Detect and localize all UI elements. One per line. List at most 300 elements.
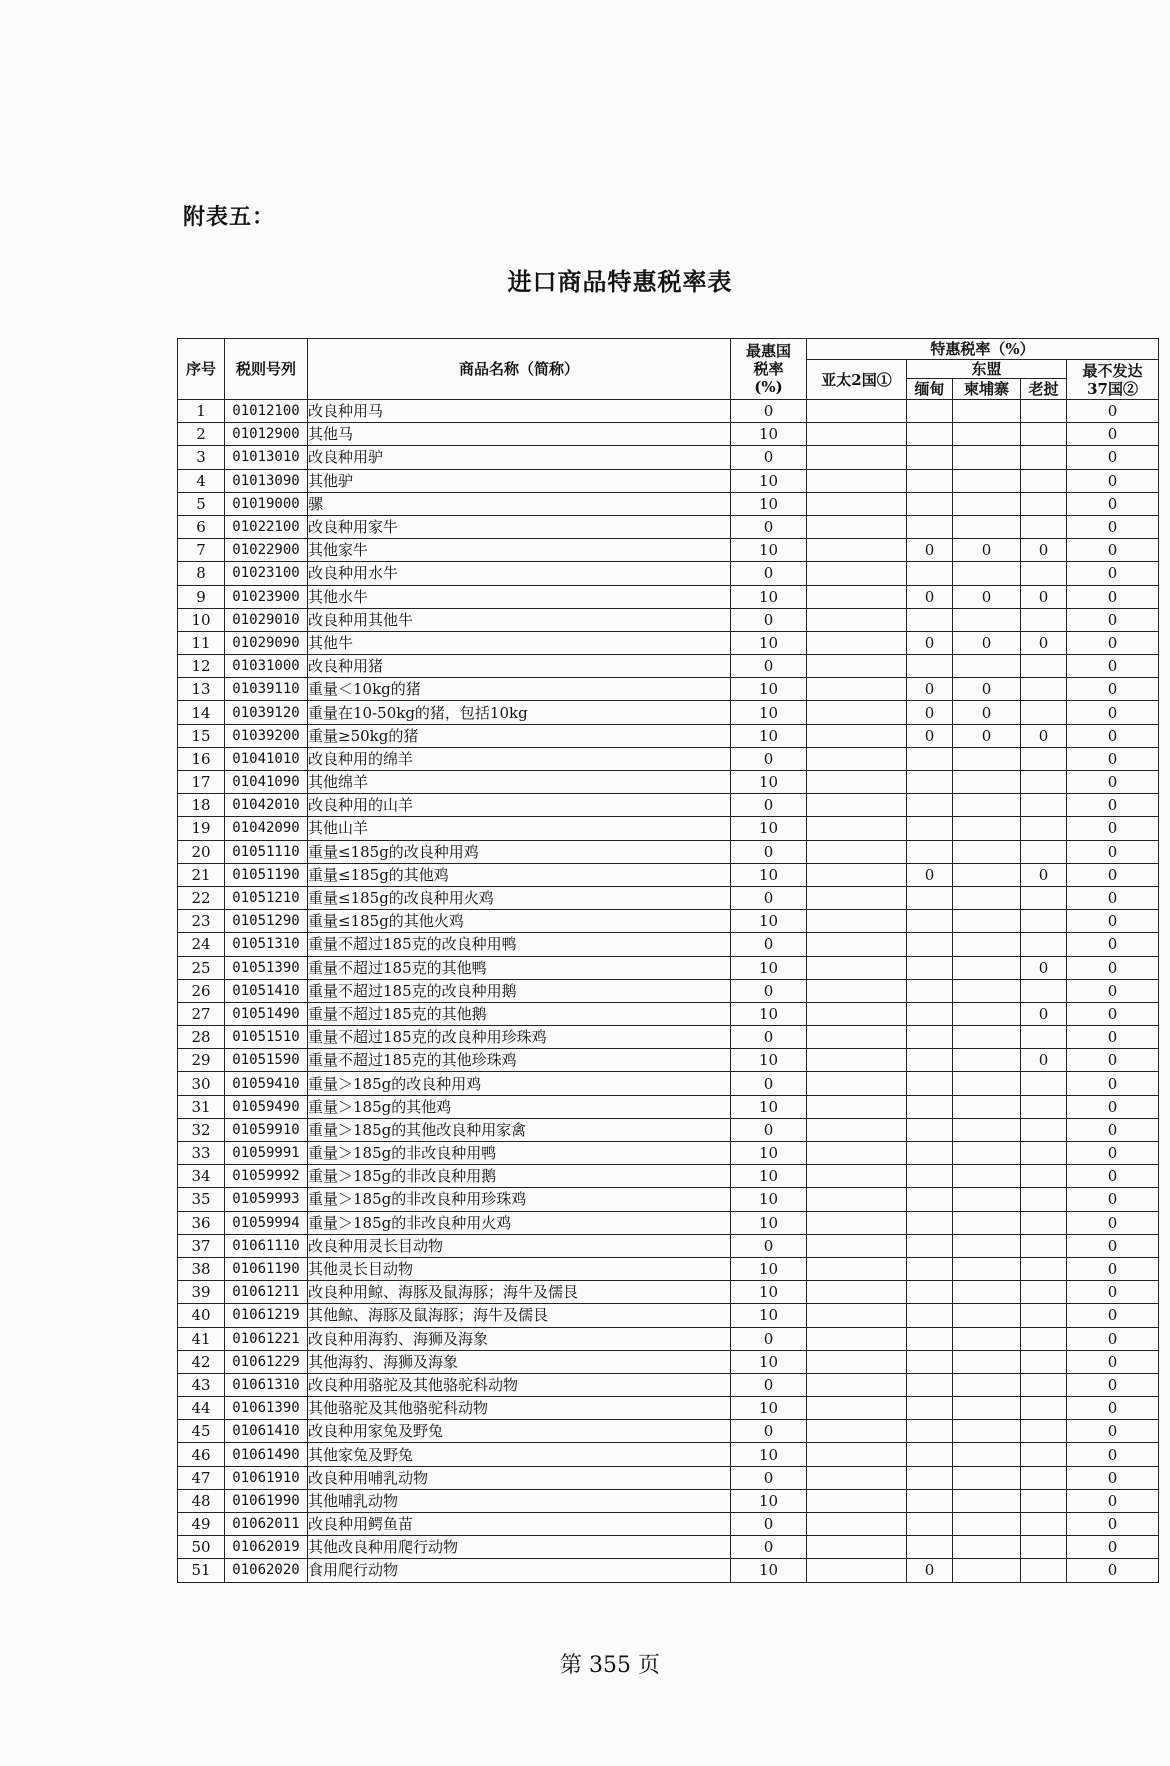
cell-apta-rate bbox=[807, 886, 907, 909]
cell-code: 01022900 bbox=[225, 539, 308, 562]
cell-myanmar-rate bbox=[907, 910, 953, 933]
cell-seq: 6 bbox=[178, 515, 225, 538]
cell-laos-rate bbox=[1021, 979, 1067, 1002]
cell-code: 01059910 bbox=[225, 1118, 308, 1141]
page-number: 第 355 页 bbox=[560, 1653, 660, 1678]
cell-myanmar-rate: 0 bbox=[907, 539, 953, 562]
cell-ldc-rate: 0 bbox=[1067, 1049, 1159, 1072]
cell-apta-rate bbox=[807, 631, 907, 654]
cell-mfn-rate: 0 bbox=[731, 933, 807, 956]
cell-ldc-rate: 0 bbox=[1067, 1536, 1159, 1559]
cell-apta-rate bbox=[807, 1118, 907, 1141]
cell-name: 重量＜10kg的猪 bbox=[308, 678, 731, 701]
cell-ldc-rate: 0 bbox=[1067, 1095, 1159, 1118]
cell-code: 01059991 bbox=[225, 1142, 308, 1165]
cell-name: 其他家兔及野兔 bbox=[308, 1443, 731, 1466]
cell-seq: 7 bbox=[178, 539, 225, 562]
cell-cambodia-rate: 0 bbox=[953, 585, 1021, 608]
document-title: 进口商品特惠税率表 bbox=[507, 267, 733, 296]
cell-myanmar-rate bbox=[907, 423, 953, 446]
table-row bbox=[178, 1211, 1159, 1234]
cell-ldc-rate: 0 bbox=[1067, 515, 1159, 538]
table-row bbox=[178, 400, 1159, 423]
cell-seq: 32 bbox=[178, 1118, 225, 1141]
cell-ldc-rate: 0 bbox=[1067, 886, 1159, 909]
cell-myanmar-rate bbox=[907, 747, 953, 770]
cell-seq: 23 bbox=[178, 910, 225, 933]
cell-name: 其他驴 bbox=[308, 469, 731, 492]
cell-cambodia-rate bbox=[953, 886, 1021, 909]
cell-ldc-rate: 0 bbox=[1067, 1072, 1159, 1095]
cell-name: 重量＞185g的其他鸡 bbox=[308, 1095, 731, 1118]
cell-code: 01061390 bbox=[225, 1397, 308, 1420]
cell-cambodia-rate bbox=[953, 979, 1021, 1002]
table-row bbox=[178, 1281, 1159, 1304]
cell-seq: 9 bbox=[178, 585, 225, 608]
cell-code: 01051390 bbox=[225, 956, 308, 979]
table-row bbox=[178, 608, 1159, 631]
cell-mfn-rate: 0 bbox=[731, 1420, 807, 1443]
cell-laos-rate bbox=[1021, 771, 1067, 794]
cell-myanmar-rate bbox=[907, 469, 953, 492]
cell-laos-rate bbox=[1021, 1188, 1067, 1211]
cell-code: 01013090 bbox=[225, 469, 308, 492]
table-row bbox=[178, 863, 1159, 886]
cell-seq: 24 bbox=[178, 933, 225, 956]
cell-apta-rate bbox=[807, 1188, 907, 1211]
cell-name: 重量不超过185克的其他鹅 bbox=[308, 1002, 731, 1025]
cell-code: 01051210 bbox=[225, 886, 308, 909]
cell-apta-rate bbox=[807, 1489, 907, 1512]
cell-mfn-rate: 0 bbox=[731, 1373, 807, 1396]
cell-laos-rate bbox=[1021, 1327, 1067, 1350]
cell-name: 重量≤185g的改良种用火鸡 bbox=[308, 886, 731, 909]
header-laos: 老挝 bbox=[1021, 379, 1067, 400]
header-preferential-rate: 特惠税率（%） bbox=[807, 339, 1159, 360]
table-row bbox=[178, 701, 1159, 724]
cell-myanmar-rate: 0 bbox=[907, 678, 953, 701]
cell-seq: 1 bbox=[178, 400, 225, 423]
cell-apta-rate bbox=[807, 562, 907, 585]
cell-seq: 2 bbox=[178, 423, 225, 446]
cell-myanmar-rate bbox=[907, 1373, 953, 1396]
cell-myanmar-rate bbox=[907, 655, 953, 678]
cell-code: 01013010 bbox=[225, 446, 308, 469]
cell-cambodia-rate bbox=[953, 863, 1021, 886]
header-mfn-line3: (%) bbox=[754, 378, 783, 396]
cell-ldc-rate: 0 bbox=[1067, 956, 1159, 979]
cell-code: 01061211 bbox=[225, 1281, 308, 1304]
cell-code: 01041090 bbox=[225, 771, 308, 794]
cell-apta-rate bbox=[807, 747, 907, 770]
cell-code: 01041010 bbox=[225, 747, 308, 770]
cell-laos-rate bbox=[1021, 910, 1067, 933]
cell-apta-rate bbox=[807, 608, 907, 631]
cell-name: 改良种用水牛 bbox=[308, 562, 731, 585]
table-row bbox=[178, 1026, 1159, 1049]
cell-apta-rate bbox=[807, 469, 907, 492]
cell-code: 01023900 bbox=[225, 585, 308, 608]
cell-laos-rate bbox=[1021, 933, 1067, 956]
cell-laos-rate bbox=[1021, 1536, 1067, 1559]
cell-seq: 14 bbox=[178, 701, 225, 724]
cell-name: 其他哺乳动物 bbox=[308, 1489, 731, 1512]
cell-seq: 21 bbox=[178, 863, 225, 886]
cell-seq: 27 bbox=[178, 1002, 225, 1025]
table-row bbox=[178, 1489, 1159, 1512]
cell-laos-rate bbox=[1021, 1559, 1067, 1582]
cell-seq: 47 bbox=[178, 1466, 225, 1489]
cell-mfn-rate: 0 bbox=[731, 1513, 807, 1536]
cell-ldc-rate: 0 bbox=[1067, 701, 1159, 724]
cell-code: 01061219 bbox=[225, 1304, 308, 1327]
cell-seq: 4 bbox=[178, 469, 225, 492]
cell-cambodia-rate bbox=[953, 1466, 1021, 1489]
cell-cambodia-rate bbox=[953, 1257, 1021, 1280]
cell-apta-rate bbox=[807, 1281, 907, 1304]
cell-code: 01012100 bbox=[225, 400, 308, 423]
cell-myanmar-rate bbox=[907, 1188, 953, 1211]
cell-name: 其他马 bbox=[308, 423, 731, 446]
cell-laos-rate bbox=[1021, 701, 1067, 724]
table-row bbox=[178, 1002, 1159, 1025]
cell-myanmar-rate bbox=[907, 886, 953, 909]
cell-cambodia-rate: 0 bbox=[953, 701, 1021, 724]
cell-myanmar-rate: 0 bbox=[907, 1559, 953, 1582]
cell-name: 重量＞185g的其他改良种用家禽 bbox=[308, 1118, 731, 1141]
cell-mfn-rate: 0 bbox=[731, 979, 807, 1002]
header-mfn-rate bbox=[731, 339, 807, 400]
cell-mfn-rate: 10 bbox=[731, 1095, 807, 1118]
cell-mfn-rate: 0 bbox=[731, 1466, 807, 1489]
table-row bbox=[178, 631, 1159, 654]
cell-code: 01023100 bbox=[225, 562, 308, 585]
cell-name: 改良种用家牛 bbox=[308, 515, 731, 538]
cell-name: 重量不超过185克的其他珍珠鸡 bbox=[308, 1049, 731, 1072]
table-row bbox=[178, 1327, 1159, 1350]
table-row bbox=[178, 469, 1159, 492]
cell-ldc-rate: 0 bbox=[1067, 655, 1159, 678]
cell-name: 改良种用的山羊 bbox=[308, 794, 731, 817]
cell-laos-rate bbox=[1021, 1211, 1067, 1234]
cell-code: 01059992 bbox=[225, 1165, 308, 1188]
cell-code: 01022100 bbox=[225, 515, 308, 538]
cell-mfn-rate: 0 bbox=[731, 515, 807, 538]
cell-apta-rate bbox=[807, 910, 907, 933]
cell-mfn-rate: 0 bbox=[731, 446, 807, 469]
cell-code: 01051490 bbox=[225, 1002, 308, 1025]
table-row bbox=[178, 585, 1159, 608]
cell-cambodia-rate bbox=[953, 1072, 1021, 1095]
cell-myanmar-rate bbox=[907, 446, 953, 469]
cell-ldc-rate: 0 bbox=[1067, 1420, 1159, 1443]
cell-myanmar-rate bbox=[907, 1397, 953, 1420]
cell-name: 重量≤185g的其他火鸡 bbox=[308, 910, 731, 933]
cell-seq: 22 bbox=[178, 886, 225, 909]
cell-apta-rate bbox=[807, 1350, 907, 1373]
cell-cambodia-rate bbox=[953, 1559, 1021, 1582]
cell-cambodia-rate bbox=[953, 446, 1021, 469]
cell-cambodia-rate bbox=[953, 1373, 1021, 1396]
cell-cambodia-rate bbox=[953, 1049, 1021, 1072]
cell-name: 重量≤185g的其他鸡 bbox=[308, 863, 731, 886]
table-row bbox=[178, 446, 1159, 469]
cell-seq: 42 bbox=[178, 1350, 225, 1373]
cell-name: 改良种用其他牛 bbox=[308, 608, 731, 631]
cell-cambodia-rate bbox=[953, 1536, 1021, 1559]
cell-name: 重量在10-50kg的猪，包括10kg bbox=[308, 701, 731, 724]
cell-ldc-rate: 0 bbox=[1067, 678, 1159, 701]
cell-cambodia-rate bbox=[953, 1026, 1021, 1049]
cell-laos-rate bbox=[1021, 1257, 1067, 1280]
cell-mfn-rate: 10 bbox=[731, 1489, 807, 1512]
cell-ldc-rate: 0 bbox=[1067, 724, 1159, 747]
table-row bbox=[178, 1536, 1159, 1559]
cell-cambodia-rate bbox=[953, 400, 1021, 423]
cell-code: 01029090 bbox=[225, 631, 308, 654]
cell-cambodia-rate bbox=[953, 1327, 1021, 1350]
cell-laos-rate bbox=[1021, 1420, 1067, 1443]
cell-laos-rate bbox=[1021, 747, 1067, 770]
cell-mfn-rate: 0 bbox=[731, 562, 807, 585]
cell-mfn-rate: 0 bbox=[731, 1536, 807, 1559]
cell-ldc-rate: 0 bbox=[1067, 585, 1159, 608]
cell-cambodia-rate bbox=[953, 515, 1021, 538]
cell-myanmar-rate bbox=[907, 817, 953, 840]
cell-code: 01039120 bbox=[225, 701, 308, 724]
cell-cambodia-rate bbox=[953, 1489, 1021, 1512]
table-row bbox=[178, 886, 1159, 909]
cell-apta-rate bbox=[807, 585, 907, 608]
cell-mfn-rate: 0 bbox=[731, 1072, 807, 1095]
cell-cambodia-rate bbox=[953, 817, 1021, 840]
table-row bbox=[178, 515, 1159, 538]
cell-laos-rate: 0 bbox=[1021, 724, 1067, 747]
header-apta: 亚太2国① bbox=[807, 360, 907, 400]
cell-apta-rate bbox=[807, 817, 907, 840]
table-row bbox=[178, 747, 1159, 770]
cell-apta-rate bbox=[807, 1049, 907, 1072]
cell-myanmar-rate: 0 bbox=[907, 863, 953, 886]
cell-mfn-rate: 0 bbox=[731, 400, 807, 423]
cell-myanmar-rate bbox=[907, 1211, 953, 1234]
cell-name: 其他山羊 bbox=[308, 817, 731, 840]
cell-name: 其他牛 bbox=[308, 631, 731, 654]
header-mfn-line2: 税率 bbox=[753, 360, 784, 378]
cell-laos-rate bbox=[1021, 655, 1067, 678]
cell-ldc-rate: 0 bbox=[1067, 631, 1159, 654]
cell-ldc-rate: 0 bbox=[1067, 1211, 1159, 1234]
cell-code: 01051410 bbox=[225, 979, 308, 1002]
table-row bbox=[178, 1373, 1159, 1396]
cell-seq: 39 bbox=[178, 1281, 225, 1304]
cell-mfn-rate: 10 bbox=[731, 1304, 807, 1327]
cell-cambodia-rate bbox=[953, 1234, 1021, 1257]
cell-mfn-rate: 0 bbox=[731, 794, 807, 817]
cell-name: 改良种用鲸、海豚及鼠海豚；海牛及儒艮 bbox=[308, 1281, 731, 1304]
cell-seq: 8 bbox=[178, 562, 225, 585]
cell-cambodia-rate bbox=[953, 771, 1021, 794]
header-ldc bbox=[1067, 360, 1159, 400]
table-row bbox=[178, 1234, 1159, 1257]
cell-mfn-rate: 10 bbox=[731, 423, 807, 446]
cell-apta-rate bbox=[807, 1002, 907, 1025]
cell-apta-rate bbox=[807, 1397, 907, 1420]
cell-ldc-rate: 0 bbox=[1067, 1559, 1159, 1582]
cell-laos-rate bbox=[1021, 1072, 1067, 1095]
cell-ldc-rate: 0 bbox=[1067, 1489, 1159, 1512]
cell-apta-rate bbox=[807, 1559, 907, 1582]
cell-seq: 15 bbox=[178, 724, 225, 747]
cell-apta-rate bbox=[807, 1443, 907, 1466]
cell-ldc-rate: 0 bbox=[1067, 1026, 1159, 1049]
cell-laos-rate bbox=[1021, 1304, 1067, 1327]
cell-apta-rate bbox=[807, 446, 907, 469]
cell-name: 重量＞185g的非改良种用火鸡 bbox=[308, 1211, 731, 1234]
cell-laos-rate bbox=[1021, 886, 1067, 909]
cell-code: 01061990 bbox=[225, 1489, 308, 1512]
table-row bbox=[178, 1118, 1159, 1141]
cell-code: 01051190 bbox=[225, 863, 308, 886]
cell-ldc-rate: 0 bbox=[1067, 771, 1159, 794]
cell-mfn-rate: 10 bbox=[731, 863, 807, 886]
cell-code: 01059993 bbox=[225, 1188, 308, 1211]
cell-cambodia-rate bbox=[953, 469, 1021, 492]
cell-myanmar-rate bbox=[907, 1142, 953, 1165]
table-row bbox=[178, 1513, 1159, 1536]
cell-cambodia-rate bbox=[953, 1304, 1021, 1327]
cell-cambodia-rate bbox=[953, 655, 1021, 678]
cell-apta-rate bbox=[807, 539, 907, 562]
cell-mfn-rate: 10 bbox=[731, 1049, 807, 1072]
cell-laos-rate bbox=[1021, 794, 1067, 817]
cell-code: 01059994 bbox=[225, 1211, 308, 1234]
cell-seq: 38 bbox=[178, 1257, 225, 1280]
cell-mfn-rate: 10 bbox=[731, 771, 807, 794]
cell-cambodia-rate bbox=[953, 1397, 1021, 1420]
cell-seq: 33 bbox=[178, 1142, 225, 1165]
cell-code: 01051290 bbox=[225, 910, 308, 933]
cell-laos-rate bbox=[1021, 1234, 1067, 1257]
table-row bbox=[178, 1095, 1159, 1118]
cell-seq: 51 bbox=[178, 1559, 225, 1582]
cell-code: 01051590 bbox=[225, 1049, 308, 1072]
cell-seq: 3 bbox=[178, 446, 225, 469]
cell-mfn-rate: 10 bbox=[731, 1443, 807, 1466]
table-row bbox=[178, 1188, 1159, 1211]
cell-apta-rate bbox=[807, 794, 907, 817]
cell-code: 01051310 bbox=[225, 933, 308, 956]
cell-myanmar-rate bbox=[907, 1489, 953, 1512]
cell-myanmar-rate bbox=[907, 933, 953, 956]
cell-mfn-rate: 10 bbox=[731, 724, 807, 747]
table-row bbox=[178, 724, 1159, 747]
cell-cambodia-rate bbox=[953, 933, 1021, 956]
cell-myanmar-rate: 0 bbox=[907, 585, 953, 608]
cell-apta-rate bbox=[807, 655, 907, 678]
cell-myanmar-rate bbox=[907, 1327, 953, 1350]
cell-seq: 18 bbox=[178, 794, 225, 817]
cell-seq: 30 bbox=[178, 1072, 225, 1095]
cell-apta-rate bbox=[807, 1095, 907, 1118]
cell-laos-rate: 0 bbox=[1021, 1002, 1067, 1025]
cell-mfn-rate: 10 bbox=[731, 956, 807, 979]
cell-myanmar-rate bbox=[907, 515, 953, 538]
cell-code: 01061410 bbox=[225, 1420, 308, 1443]
cell-apta-rate bbox=[807, 1211, 907, 1234]
table-row bbox=[178, 1466, 1159, 1489]
cell-mfn-rate: 0 bbox=[731, 1327, 807, 1350]
cell-ldc-rate: 0 bbox=[1067, 539, 1159, 562]
table-row bbox=[178, 1165, 1159, 1188]
cell-mfn-rate: 10 bbox=[731, 585, 807, 608]
cell-seq: 41 bbox=[178, 1327, 225, 1350]
cell-cambodia-rate bbox=[953, 1165, 1021, 1188]
cell-name: 其他水牛 bbox=[308, 585, 731, 608]
table-row bbox=[178, 979, 1159, 1002]
cell-name: 改良种用驴 bbox=[308, 446, 731, 469]
cell-laos-rate bbox=[1021, 1165, 1067, 1188]
cell-name: 改良种用家兔及野兔 bbox=[308, 1420, 731, 1443]
cell-myanmar-rate: 0 bbox=[907, 701, 953, 724]
cell-myanmar-rate bbox=[907, 956, 953, 979]
cell-myanmar-rate bbox=[907, 1466, 953, 1489]
cell-myanmar-rate bbox=[907, 1002, 953, 1025]
cell-name: 重量不超过185克的其他鸭 bbox=[308, 956, 731, 979]
cell-cambodia-rate: 0 bbox=[953, 724, 1021, 747]
cell-ldc-rate: 0 bbox=[1067, 1118, 1159, 1141]
table-header bbox=[178, 339, 1159, 400]
cell-laos-rate bbox=[1021, 492, 1067, 515]
cell-cambodia-rate bbox=[953, 1211, 1021, 1234]
cell-cambodia-rate bbox=[953, 492, 1021, 515]
cell-laos-rate bbox=[1021, 608, 1067, 631]
cell-ldc-rate: 0 bbox=[1067, 863, 1159, 886]
cell-mfn-rate: 10 bbox=[731, 1002, 807, 1025]
cell-mfn-rate: 10 bbox=[731, 1165, 807, 1188]
cell-seq: 25 bbox=[178, 956, 225, 979]
cell-name: 改良种用灵长目动物 bbox=[308, 1234, 731, 1257]
cell-name: 改良种用的绵羊 bbox=[308, 747, 731, 770]
cell-myanmar-rate bbox=[907, 492, 953, 515]
cell-apta-rate bbox=[807, 1513, 907, 1536]
cell-name: 其他灵长目动物 bbox=[308, 1257, 731, 1280]
cell-mfn-rate: 0 bbox=[731, 747, 807, 770]
cell-cambodia-rate bbox=[953, 956, 1021, 979]
cell-myanmar-rate bbox=[907, 1420, 953, 1443]
cell-seq: 31 bbox=[178, 1095, 225, 1118]
cell-ldc-rate: 0 bbox=[1067, 1165, 1159, 1188]
header-myanmar: 缅甸 bbox=[907, 379, 953, 400]
table-row bbox=[178, 1350, 1159, 1373]
table-row bbox=[178, 1443, 1159, 1466]
cell-apta-rate bbox=[807, 1420, 907, 1443]
cell-code: 01051510 bbox=[225, 1026, 308, 1049]
cell-ldc-rate: 0 bbox=[1067, 1466, 1159, 1489]
cell-myanmar-rate bbox=[907, 1281, 953, 1304]
cell-ldc-rate: 0 bbox=[1067, 1281, 1159, 1304]
cell-laos-rate: 0 bbox=[1021, 631, 1067, 654]
cell-seq: 35 bbox=[178, 1188, 225, 1211]
cell-ldc-rate: 0 bbox=[1067, 747, 1159, 770]
cell-cambodia-rate bbox=[953, 1281, 1021, 1304]
cell-apta-rate bbox=[807, 492, 907, 515]
cell-laos-rate bbox=[1021, 840, 1067, 863]
cell-seq: 37 bbox=[178, 1234, 225, 1257]
cell-laos-rate bbox=[1021, 423, 1067, 446]
cell-myanmar-rate bbox=[907, 1443, 953, 1466]
table-row bbox=[178, 1142, 1159, 1165]
